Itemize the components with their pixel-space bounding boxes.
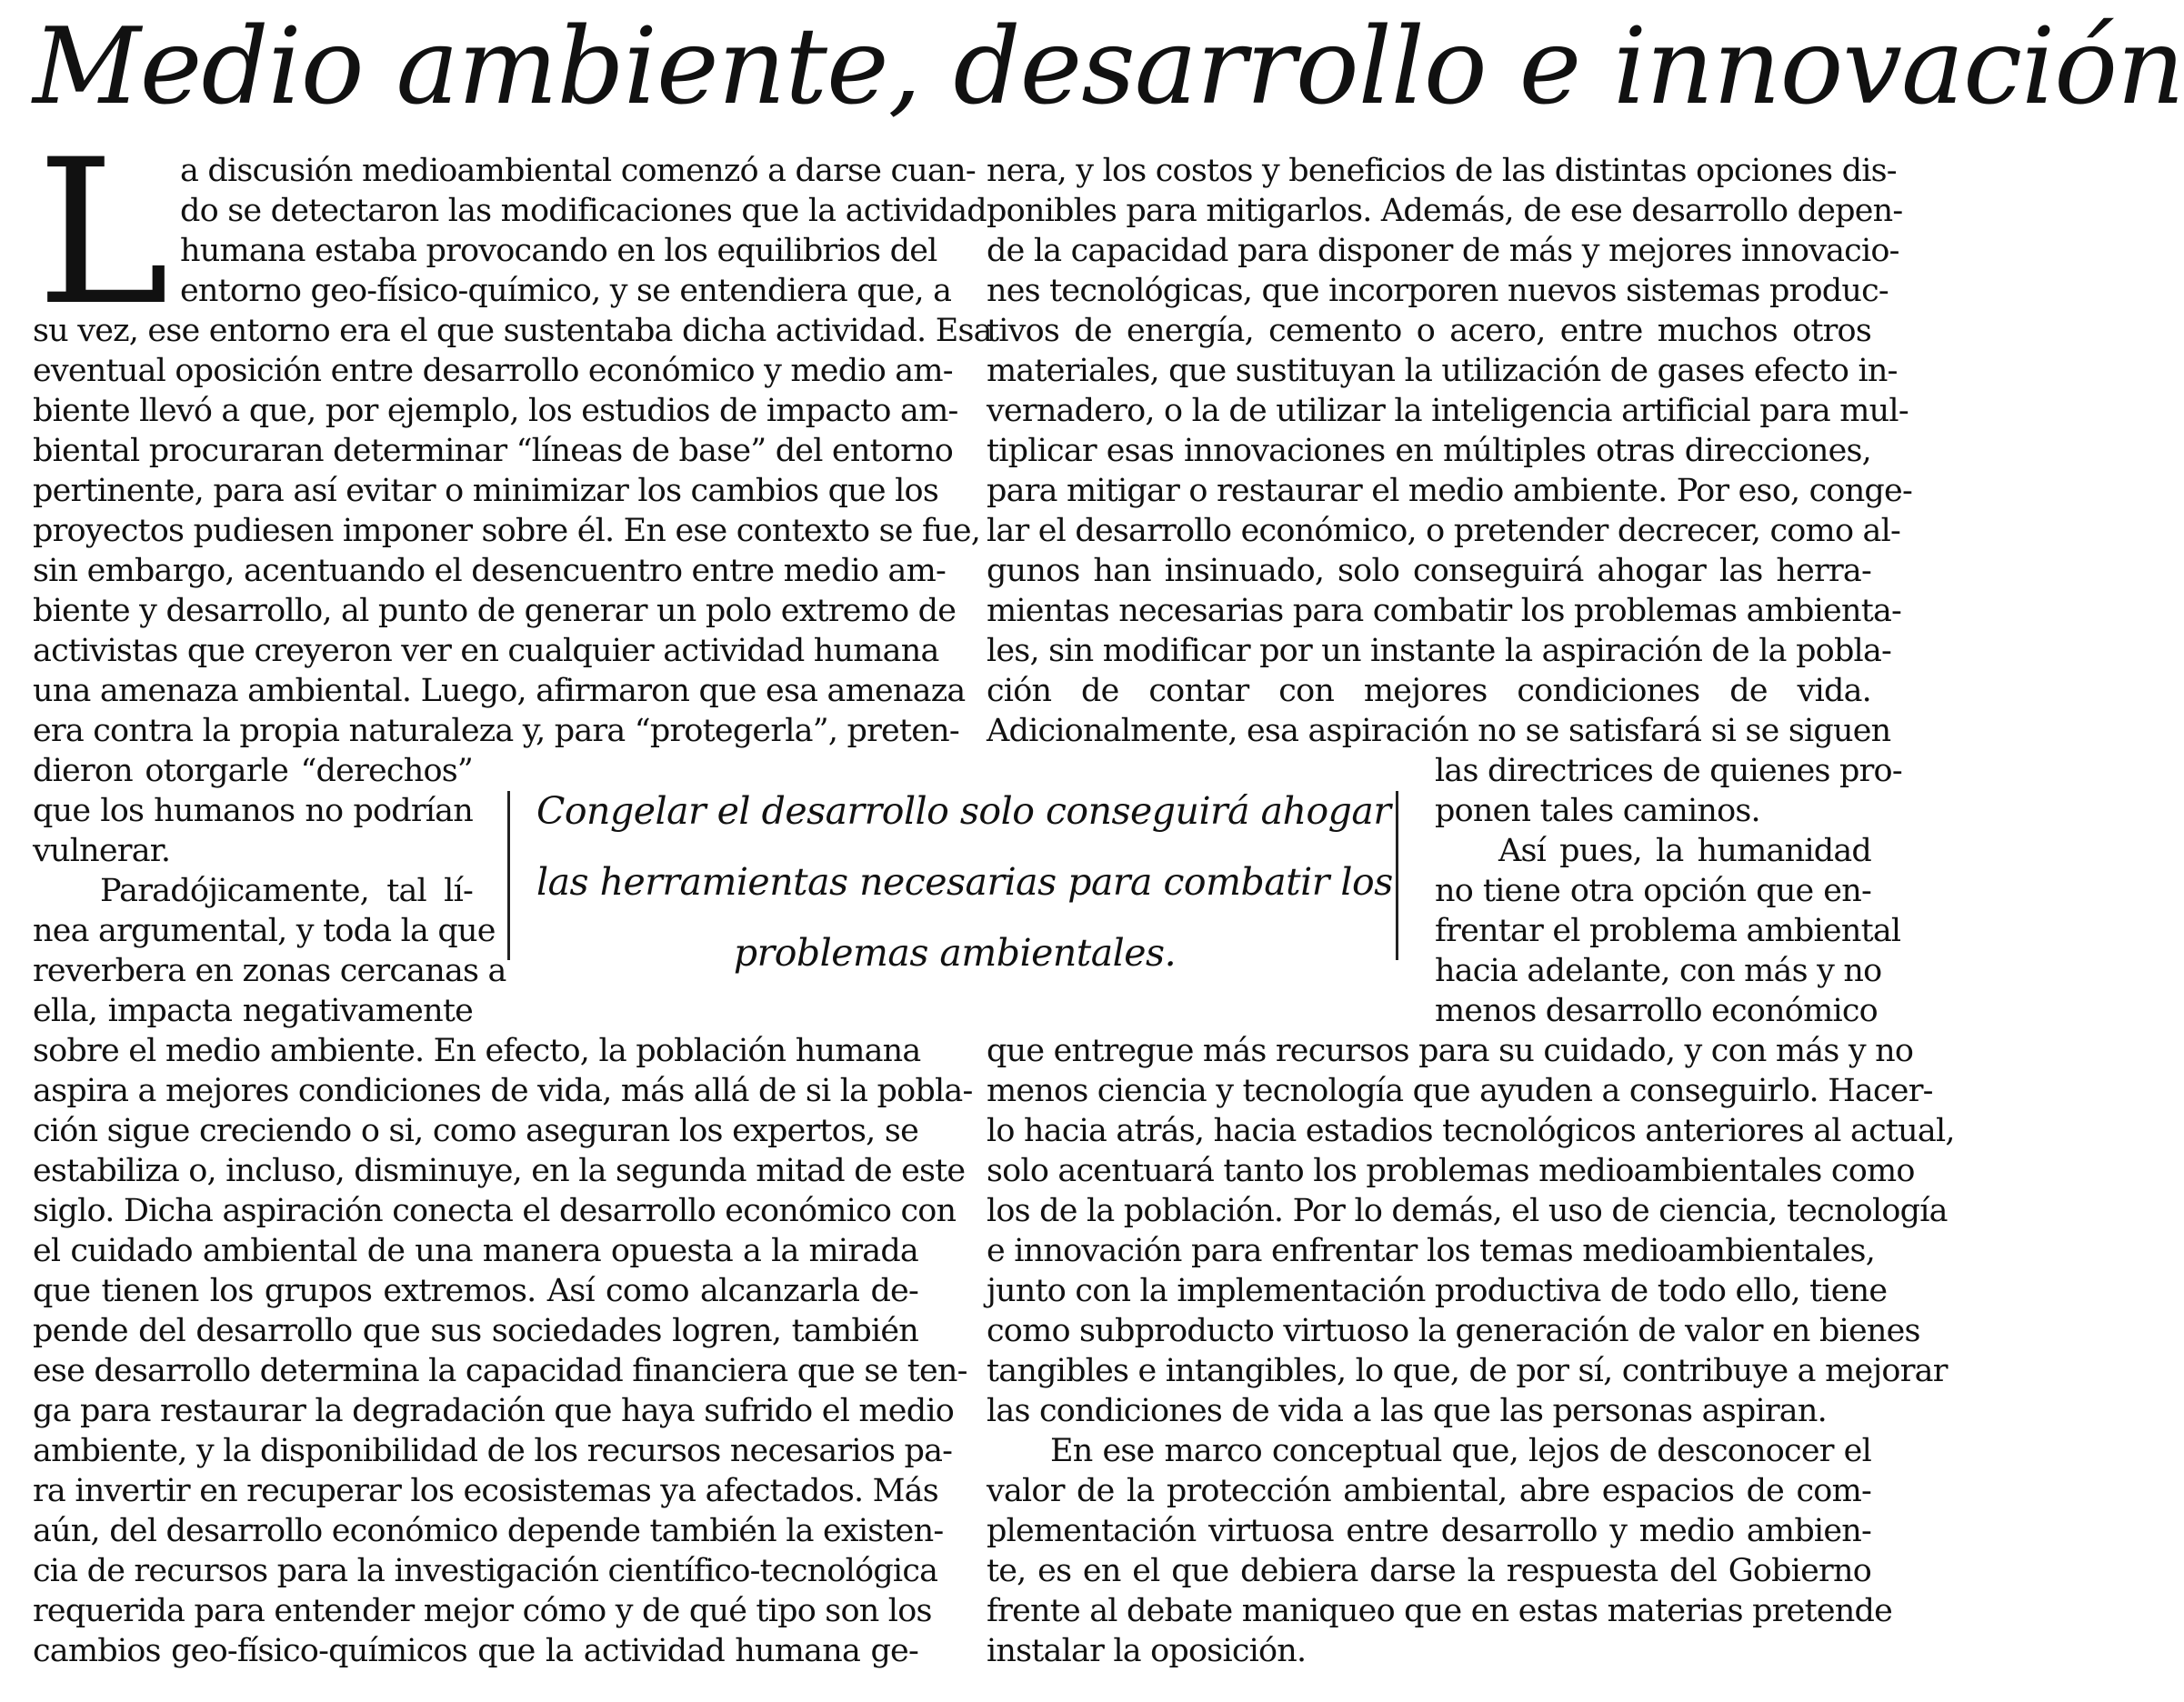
text-line: nes tecnológicas, que incorporen nuevos sistemas produc- — [987, 273, 1888, 309]
text-line: pende del desarrollo que sus sociedades logren, también — [33, 1313, 918, 1349]
text-line: como subproducto virtuoso la generación de valor en bienes — [987, 1313, 1920, 1349]
text-line: menos desarrollo económico — [1435, 993, 1878, 1029]
text-line: para mitigar o restaurar el medio ambiente. Por eso, conge- — [987, 473, 1912, 509]
text-line: que tienen los grupos extremos. Así como alcanzarla de- — [33, 1273, 918, 1309]
text-line: plementación virtuosa entre desarrollo y medio ambien- — [987, 1513, 1871, 1549]
text-line: ga para restaurar la degradación que haya sufrido el medio — [33, 1393, 954, 1429]
text-line: ella, impacta negativamente — [33, 993, 473, 1029]
text-line: frente al debate maniqueo que en estas materias pretende — [987, 1593, 1893, 1629]
pull-quote-line: Congelar el desarrollo solo conseguirá ahogar — [536, 789, 1391, 833]
drop-cap: L — [36, 116, 170, 349]
text-line: biente llevó a que, por ejemplo, los estudios de impacto am- — [33, 393, 958, 429]
text-line: solo acentuará tanto los problemas medioambientales como — [987, 1153, 1915, 1189]
text-line: Paradójicamente, tal lí- — [100, 873, 473, 909]
text-line: entorno geo-físico-químico, y se entendiera que, a — [180, 273, 952, 309]
text-line: cia de recursos para la investigación científico-tecnológica — [33, 1553, 938, 1589]
text-line: e innovación para enfrentar los temas medioambientales, — [987, 1233, 1876, 1269]
text-line: proyectos pudiesen imponer sobre él. En ese contexto se fue, — [33, 513, 981, 549]
text-line: pertinente, para así evitar o minimizar los cambios que los — [33, 473, 938, 509]
text-line: les, sin modificar por un instante la aspiración de la pobla- — [987, 633, 1892, 669]
text-line: activistas que creyeron ver en cualquier actividad humana — [33, 633, 939, 669]
text-line: mientas necesarias para combatir los problemas ambienta- — [987, 593, 1902, 629]
text-line: vulnerar. — [33, 833, 171, 869]
text-line: biental procuraran determinar “líneas de base” del entorno — [33, 433, 954, 469]
pull-quote-line: problemas ambientales. — [733, 931, 1177, 975]
text-line: tiplicar esas innovaciones en múltiples otras direcciones, — [987, 433, 1871, 469]
article-title: Medio ambiente, desarrollo e innovación — [33, 5, 2184, 128]
text-line: lo hacia atrás, hacia estadios tecnológicos anteriores al actual, — [987, 1113, 1955, 1149]
text-line: Adicionalmente, esa aspiración no se satisfará si se siguen — [987, 713, 1891, 749]
text-line: a discusión medioambiental comenzó a darse cuan- — [180, 153, 976, 189]
text-line: junto con la implementación productiva de todo ello, tiene — [987, 1273, 1888, 1309]
text-line: no tiene otra opción que en- — [1435, 873, 1871, 909]
text-line: una amenaza ambiental. Luego, afirmaron que esa amenaza — [33, 673, 966, 709]
text-line: nera, y los costos y beneficios de las distintas opciones dis- — [987, 153, 1897, 189]
text-line: siglo. Dicha aspiración conecta el desarrollo económico con — [33, 1193, 957, 1229]
text-line: aspira a mejores condiciones de vida, más allá de si la pobla- — [33, 1073, 973, 1109]
text-line: ponen tales caminos. — [1435, 793, 1760, 829]
text-line: eventual oposición entre desarrollo económico y medio am- — [33, 353, 953, 389]
text-line: do se detectaron las modificaciones que la actividad — [180, 193, 987, 229]
text-line: lar el desarrollo económico, o pretender decrecer, como al- — [987, 513, 1901, 549]
text-line: aún, del desarrollo económico depende también la existen- — [33, 1513, 944, 1549]
text-line: el cuidado ambiental de una manera opuesta a la mirada — [33, 1233, 918, 1269]
text-line: hacia adelante, con más y no — [1435, 953, 1882, 989]
text-line: Así pues, la humanidad — [1498, 833, 1871, 869]
text-line: ese desarrollo determina la capacidad financiera que se ten- — [33, 1353, 967, 1389]
text-line: sin embargo, acentuando el desencuentro entre medio am- — [33, 553, 947, 589]
text-line: las directrices de quienes pro- — [1435, 753, 1902, 789]
text-line: ambiente, y la disponibilidad de los recursos necesarios pa- — [33, 1433, 953, 1469]
text-line: tivos de energía, cemento o acero, entre muchos otros — [987, 313, 1871, 349]
text-line: dieron otorgarle “derechos” — [33, 753, 473, 789]
text-line: su vez, ese entorno era el que sustentaba dicha actividad. Esa — [33, 313, 992, 349]
text-line: de la capacidad para disponer de más y mejores innovacio- — [987, 233, 1899, 269]
text-line: los de la población. Por lo demás, el uso de ciencia, tecnología — [987, 1193, 1948, 1229]
text-line: gunos han insinuado, solo conseguirá ahogar las herra- — [987, 553, 1871, 589]
text-line: las condiciones de vida a las que las personas aspiran. — [987, 1393, 1827, 1429]
text-line: vernadero, o la de utilizar la inteligencia artificial para mul- — [987, 393, 1908, 429]
text-line: sobre el medio ambiente. En efecto, la población humana — [33, 1033, 921, 1069]
text-line: ción sigue creciendo o si, como aseguran los expertos, se — [33, 1113, 918, 1149]
text-line: te, es en el que debiera darse la respuesta del Gobierno — [987, 1553, 1871, 1589]
text-line: biente y desarrollo, al punto de generar un polo extremo de — [33, 593, 957, 629]
text-line: ra invertir en recuperar los ecosistemas ya afectados. Más — [33, 1473, 938, 1509]
text-line: estabiliza o, incluso, disminuye, en la segunda mitad de este — [33, 1153, 966, 1189]
text-line: que entregue más recursos para su cuidado, y con más y no — [987, 1033, 1914, 1069]
pull-quote-left-rule — [507, 791, 510, 960]
text-line: era contra la propia naturaleza y, para “protegerla”, preten- — [33, 713, 959, 749]
text-line: requerida para entender mejor cómo y de qué tipo son los — [33, 1593, 932, 1629]
text-line: frentar el problema ambiental — [1435, 913, 1901, 949]
text-line: ción de contar con mejores condiciones de vida. — [987, 673, 1871, 709]
text-line: menos ciencia y tecnología que ayuden a conseguirlo. Hacer- — [987, 1073, 1933, 1109]
text-line: que los humanos no podrían — [33, 793, 473, 829]
text-line: En ese marco conceptual que, lejos de desconocer el — [1050, 1433, 1871, 1469]
text-line: tangibles e intangibles, lo que, de por sí, contribuye a mejorar — [987, 1353, 1948, 1389]
text-line: nea argumental, y toda la que — [33, 913, 496, 949]
text-line: instalar la oposición. — [987, 1633, 1307, 1669]
text-line: valor de la protección ambiental, abre espacios de com- — [987, 1473, 1871, 1509]
text-line: materiales, que sustituyan la utilización de gases efecto in- — [987, 353, 1898, 389]
pull-quote-right-rule — [1396, 791, 1398, 960]
text-line: reverbera en zonas cercanas a — [33, 953, 506, 989]
text-line: humana estaba provocando en los equilibrios del — [180, 233, 937, 269]
text-line: cambios geo-físico-químicos que la actividad humana ge- — [33, 1633, 918, 1669]
text-line: ponibles para mitigarlos. Además, de ese desarrollo depen- — [987, 193, 1903, 229]
pull-quote-line: las herramientas necesarias para combatir los — [536, 860, 1393, 904]
